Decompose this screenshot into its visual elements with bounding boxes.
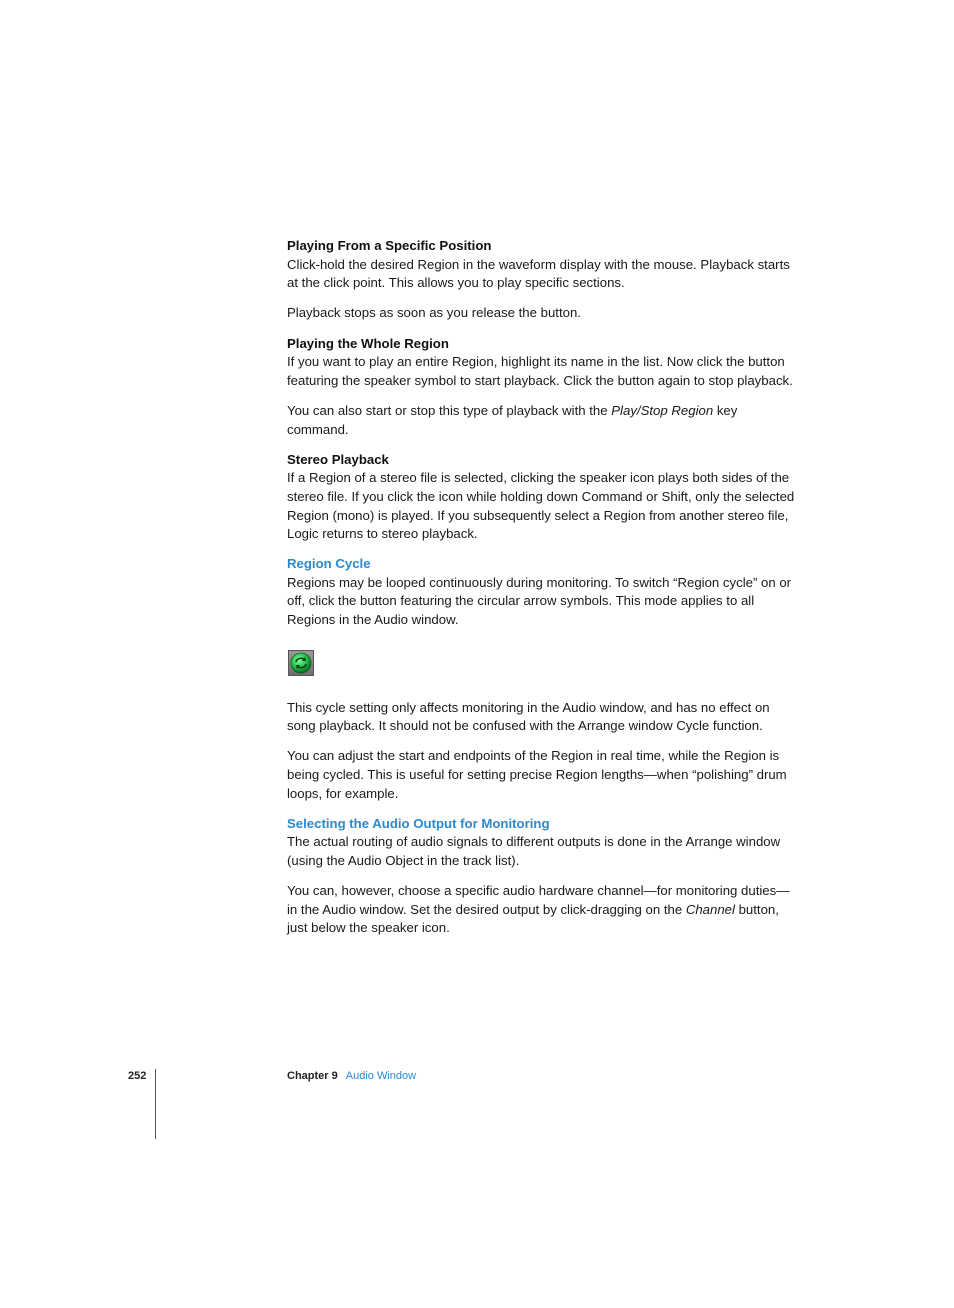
paragraph: If you want to play an entire Region, highlight its name in the list. Now click the button featuring the speaker symbol to start playback. Click the button again to stop playback. <box>287 354 793 388</box>
cycle-arrows-icon <box>290 652 312 674</box>
text-run: button, just below the speaker icon. <box>287 901 779 936</box>
paragraph: The actual routing of audio signals to different outputs is done in the Arrange window (using the Audio Object in the track list). <box>287 834 781 868</box>
footer-divider <box>155 1069 156 1139</box>
heading-region-cycle: Region Cycle <box>287 556 371 572</box>
heading-stereo-playback: Stereo Playback <box>287 451 389 467</box>
paragraph: You can adjust the start and endpoints of the Region in real time, while the Region is being cycled. This is useful for setting precise Region lengths—when “polishing” drum loops, for example. <box>287 748 787 801</box>
paragraph <box>287 882 799 938</box>
page-number: 252 <box>128 1070 147 1082</box>
paragraph: This cycle setting only affects monitoring in the Audio window, and has no effect on song playback. It should not be confused with the Arrange window Cycle function. <box>287 699 770 734</box>
heading-specific-position: Playing From a Specific Position <box>287 238 492 253</box>
region-cycle-button[interactable] <box>288 650 314 676</box>
chapter-label: Chapter 9 <box>287 1070 338 1082</box>
heading-whole-region: Playing the Whole Region <box>287 335 449 351</box>
text-run: You can, however, choose a specific audio hardware channel—for monitoring duties—in the Audio window. Set the desired output by click-dragging on the <box>287 883 790 917</box>
paragraph <box>287 402 799 439</box>
paragraph: Regions may be looped continuously during monitoring. To switch “Region cycle” on or off, click the button featuring the circular arrow symbols. This mode applies to all Regions in the Audio window. <box>287 574 792 628</box>
paragraph: If a Region of a stereo file is selected, clicking the speaker icon plays both sides of the stereo file. If you click the icon while holding down Command or Shift, only the selected Region (mono) is played. If you subsequently select a Region from another stereo file, Logic returns to stereo playback. <box>287 470 795 542</box>
paragraph: Playback stops as soon as you release the button. <box>287 305 581 321</box>
paragraph: Click-hold the desired Region in the waveform display with the mouse. Playback starts at the click point. This allows you to play specific sections. <box>287 256 790 291</box>
text-run: You can also start or stop this type of playback with the <box>287 402 612 418</box>
page-content <box>287 237 799 950</box>
chapter-title: Audio Window <box>345 1070 417 1082</box>
button-name: Channel <box>685 901 735 917</box>
text-run: key command. <box>287 402 738 437</box>
footer-chapter <box>287 1070 416 1082</box>
key-command-name: Play/Stop Region <box>611 402 714 418</box>
heading-audio-output: Selecting the Audio Output for Monitoring <box>287 815 550 831</box>
